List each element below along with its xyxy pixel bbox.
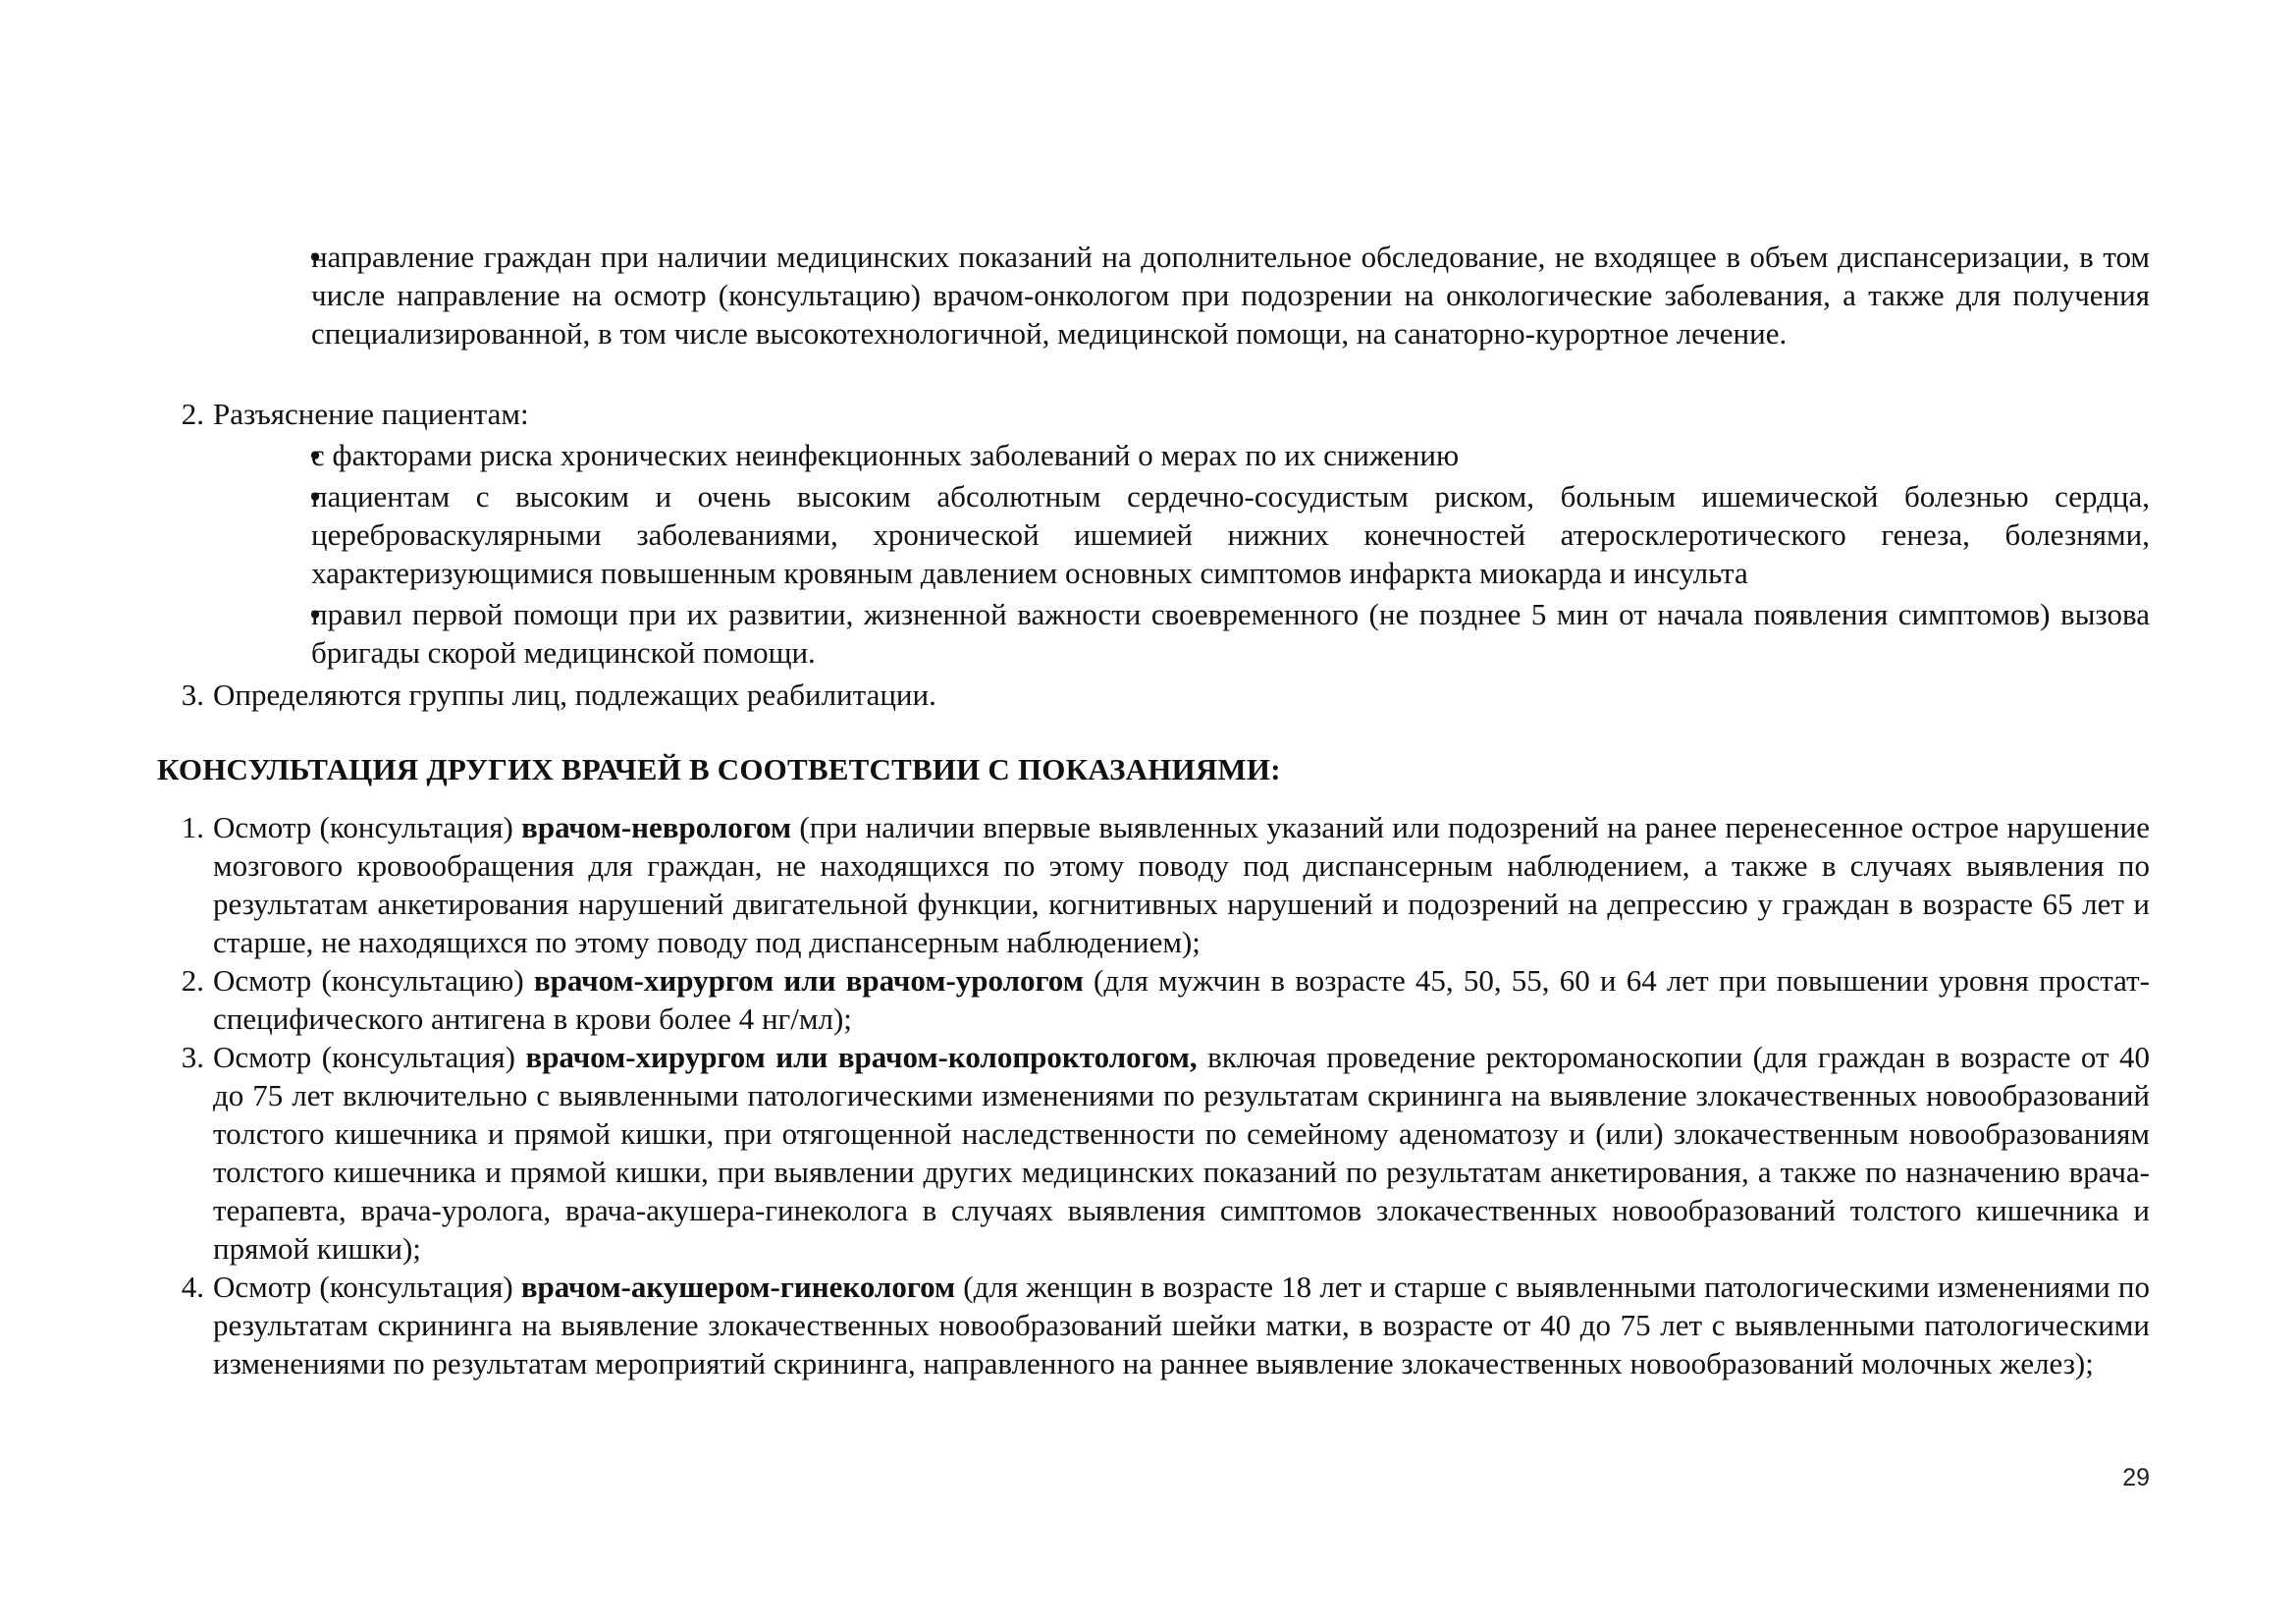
explanation-bullets xyxy=(157,436,2150,672)
item-number: 3. xyxy=(181,1040,204,1074)
item-number: 3. xyxy=(181,677,204,712)
item-lead: Осмотр (консультацию) xyxy=(213,963,534,998)
consultation-list xyxy=(157,808,2150,1382)
list-item-2 xyxy=(157,395,2150,433)
item-number: 2. xyxy=(181,963,204,998)
list-item-3 xyxy=(157,676,2150,714)
item-lead: Осмотр (консультация) xyxy=(213,1040,526,1074)
item-specialist: врачом-хирургом или врачом-колопроктологом, xyxy=(525,1040,1198,1074)
item-lead: Осмотр (консультация) xyxy=(213,1270,521,1304)
section-heading-block xyxy=(157,750,2150,788)
item-rest: (при наличии впервые выявленных указаний или подозрений на ранее перенесенное острое нарушение мозгового кровообращения для граждан, не находящихся по этому поводу под диспансерным наблюдением, а также в случаях выявления по результатам анкетирования нарушений двигательной функции, когнитивных нарушений и подозрений на депрессию у граждан в возрасте 65 лет и старше, не находящихся по этому поводу под диспансерным наблюдением); xyxy=(213,810,2150,959)
continued-bullet-block xyxy=(157,238,2150,352)
item-number: 2. xyxy=(181,397,204,431)
item-specialist: врачом-неврологом xyxy=(521,810,792,844)
item-lead: Осмотр (консультация) xyxy=(213,810,522,844)
continued-bullet-list xyxy=(157,238,2150,352)
consult-item-4 xyxy=(157,1268,2150,1382)
item-rest: (для женщин в возрасте 18 лет и старше с выявленными патологическими изменениями по результатам скрининга на выявление злокачественных новообразований шейки матки, в возрасте от 40 до 75 лет с выявленными патологическими изменениями по результатам мероприятий скрининга, направленного на раннее выявление злокачественных новообразований молочных желез); xyxy=(213,1270,2150,1380)
section-heading: КОНСУЛЬТАЦИЯ ДРУГИХ ВРАЧЕЙ В СООТВЕТСТВИИ С ПОКАЗАНИЯМИ: xyxy=(157,752,1281,786)
item-text: Разъяснение пациентам: xyxy=(213,397,529,431)
bullet-item: • направление граждан при наличии медицинских показаний на дополнительное обследование, не входящее в объем диспансеризации, в том числе направление на осмотр (консультацию) врачом-онкологом при подозрении на онкологические заболевания, а также для получения специализированной, в том числе высокотехнологичной, медицинской помощи, на санаторно-курортное лечение. xyxy=(157,238,2150,352)
item-specialist: врачом-акушером-гинекологом xyxy=(520,1270,956,1304)
item-number: 1. xyxy=(181,810,204,844)
item-number: 4. xyxy=(181,1270,204,1304)
consult-item-1 xyxy=(157,808,2150,961)
item-rest: включая проведение ректороманоскопии (для граждан в возрасте от 40 до 75 лет включительно с выявленными патологическими изменениями по результатам скрининга на выявление злокачественных новообразований толстого кишечника и прямой кишки, при отягощенной наследственности по семейному аденоматозу и (или) злокачественным новообразованиям толстого кишечника и прямой кишки, при выявлении других медицинских показаний по результатам анкетирования, а также по назначению врача-терапевта, врача-уролога, врача-акушера-гинеколога в случаях выявления симптомов злокачественных новообразований толстого кишечника и прямой кишки); xyxy=(213,1040,2150,1266)
consult-item-2 xyxy=(157,961,2150,1038)
page-number: 29 xyxy=(2122,1464,2150,1491)
explanation-list xyxy=(157,395,2150,714)
bullet-item: • правил первой помощи при их развитии, жизненной важности своевременного (не позднее 5 мин от начала появления симптомов) вызова бригады скорой медицинской помощи. xyxy=(157,595,2150,672)
consult-item-3 xyxy=(157,1038,2150,1268)
item-rest: (для мужчин в возрасте 45, 50, 55, 60 и 64 лет при повышении уровня простат-специфического антигена в крови более 4 нг/мл); xyxy=(213,963,2150,1036)
bullet-item: • с факторами риска хронических неинфекционных заболеваний о мерах по их снижению xyxy=(157,436,2150,474)
item-specialist: врачом-хирургом или врачом-урологом xyxy=(533,963,1084,998)
item-text: Определяются группы лиц, подлежащих реабилитации. xyxy=(213,677,936,712)
bullet-item: • пациентам с высоким и очень высоким абсолютным сердечно-сосудистым риском, больным ишемической болезнью сердца, цереброваскулярными заболеваниями, хронической ишемией нижних конечностей атеросклеротического генеза, болезнями, характеризующимися повышенным кровяным давлением основных симптомов инфаркта миокарда и инсульта xyxy=(157,477,2150,592)
